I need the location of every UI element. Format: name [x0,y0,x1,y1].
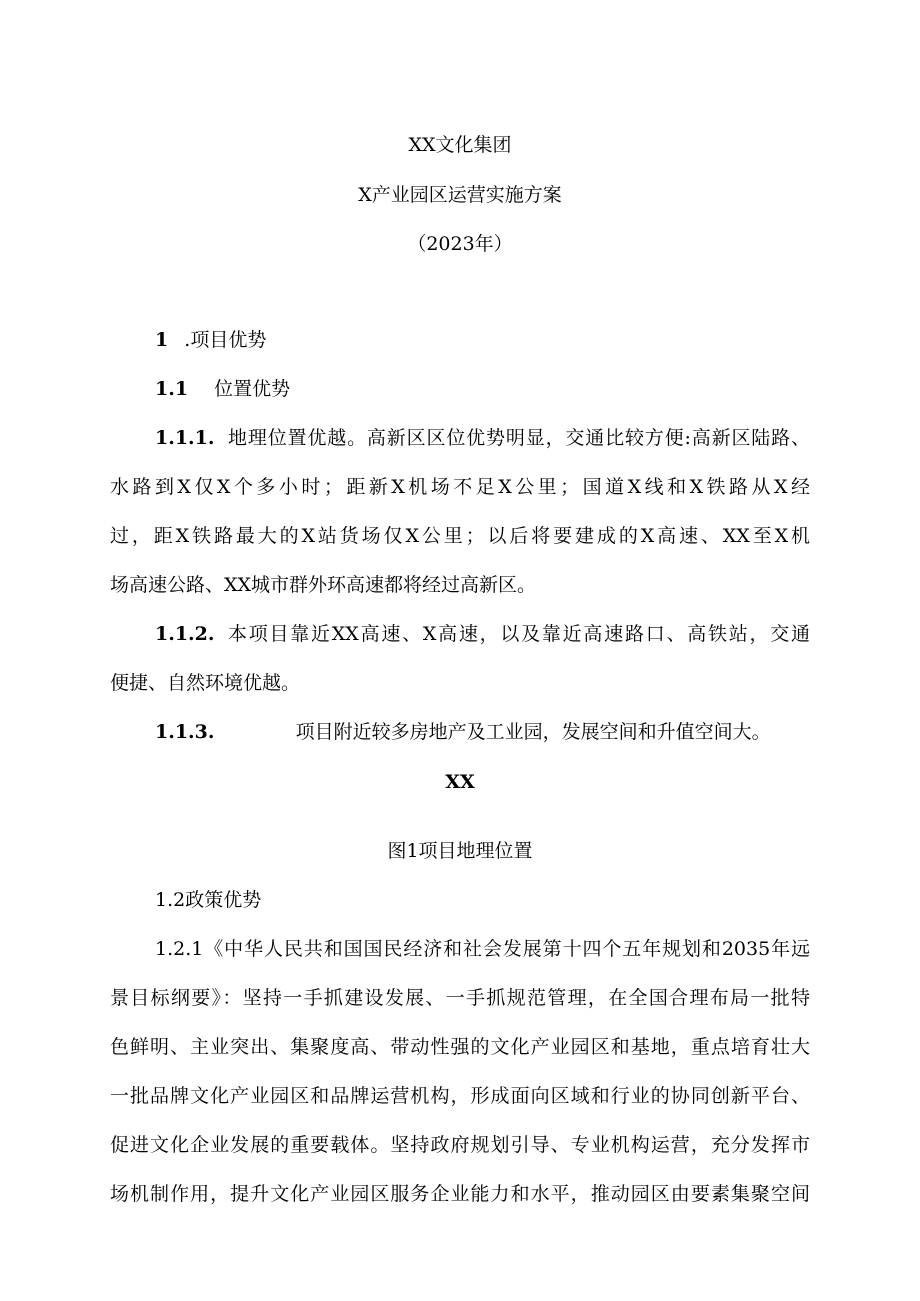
paragraph-1-1-2-first-line [155,622,810,646]
figure-caption: 图1项目地理位置 [387,840,533,862]
paragraph-line: 1.2.1《中华人民共和国国民经济和社会发展第十四个五年规划和2035年远 [155,938,810,960]
section-1-heading [155,328,266,352]
section-number: 1 [155,329,169,351]
paragraph-line: 过，距X铁路最大的X站货场仅X公里；以后将要建成的X高速、XX至X机 [110,525,810,547]
paragraph-text: 项目附近较多房地产及工业园，发展空间和升值空间大。 [295,721,771,743]
paragraph-line: 水路到X仅X个多小时；距新X机场不足X公里；国道X线和X铁路从X经 [110,476,810,498]
figure-placeholder: XX [445,771,475,793]
paragraph-line: 一批品牌文化产业园区和品牌运营机构，形成面向区域和行业的协同创新平台、 [110,1085,810,1107]
paragraph-line: 本项目靠近XX高速、X高速，以及靠近高速路口、高铁站，交通 [228,623,810,645]
doc-title: X产业园区运营实施方案 [358,184,562,206]
org-title: XX文化集团 [408,134,512,156]
paragraph-line: 景目标纲要》：坚持一手抓建设发展、一手抓规范管理，在全国合理布局一批特 [110,987,810,1009]
paragraph-line: 地理位置优越。高新区区位优势明显，交通比较方便:高新区陆路、 [228,427,810,449]
paragraph-line: 场高速公路、XX城市群外环高速都将经过高新区。 [110,574,537,596]
paragraph-line: 色鲜明、主业突出、集聚度高、带动性强的文化产业园区和基地，重点培育壮大 [110,1036,810,1058]
section-number: 1.1 [155,378,189,400]
paragraph-1-1-1-first-line [155,426,810,450]
section-1-1-heading [155,377,290,401]
item-number: 1.1.1. [155,427,215,449]
section-1-2-heading: 1.2政策优势 [155,889,262,911]
paragraph-line: 促进文化企业发展的重要载体。坚持政府规划引导、专业机构运营，充分发挥市 [110,1134,810,1156]
section-title: 位置优势 [214,378,291,400]
item-number: 1.1.3. [155,721,215,743]
paragraph-line: 场机制作用，提升文化产业园区服务企业能力和水平，推动园区由要素集聚空间 [110,1183,810,1205]
paragraph-1-1-3 [155,720,771,744]
item-number: 1.1.2. [155,623,215,645]
paragraph-line: 便捷、自然环境优越。 [110,672,301,694]
section-title: .项目优势 [184,329,267,351]
doc-year: （2023年） [407,233,513,255]
